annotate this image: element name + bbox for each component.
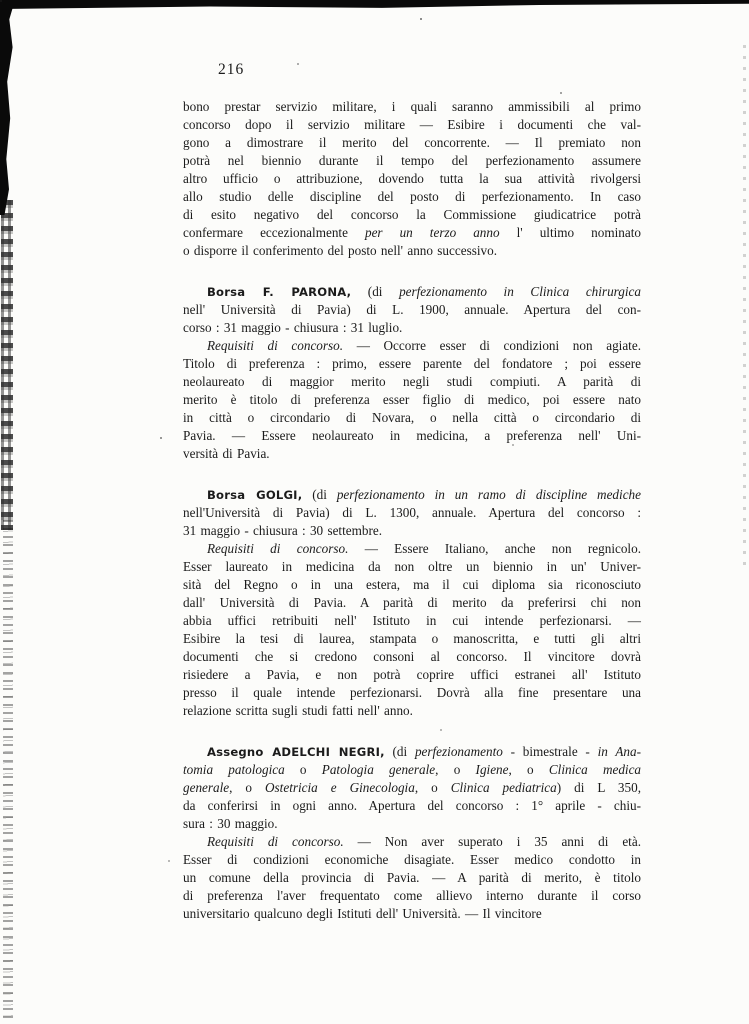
text-line [183,576,641,594]
text-run: relazione scritta sugli studi fatti nell' anno. [183,703,413,718]
binding-edge-speckles [3,520,13,1020]
text-line [183,833,641,851]
text-line [183,666,641,684]
text-run: Esibire la tesi di laurea, stampata o manoscritta, e tutti gli altri [183,631,641,646]
text-line [183,355,641,373]
italic-run: Requisiti di concorso. [207,834,344,849]
text-line [183,319,641,337]
text-line [183,337,641,355]
text-line [183,373,641,391]
text-run: - bimestrale - [502,744,598,759]
text-line [183,558,641,576]
text-line [183,224,641,242]
text-line [183,152,641,170]
text-run: (di [351,284,400,299]
text-run: presso il quale intende perfezionarsi. Dovrà alla fine presentare una [183,685,641,700]
text-run: Titolo di preferenza : primo, essere parente del fondatore ; poi essere [183,356,641,371]
text-run: altro ufficio o attribuzione, dovendo tutta la sua attività rivolgersi [183,171,641,186]
text-line [183,540,641,558]
italic-run: Requisiti di concorso. [207,338,344,353]
text-run: Esser laureato in medicina da non oltre un biennio in un' Univer- [183,559,641,574]
text-run: in città o circondario di Novara, o nella città o circondario di [183,410,641,425]
text-line [183,869,641,887]
text-line [183,887,641,905]
italic-run: Requisiti di concorso. [207,541,349,556]
text-line [183,242,641,260]
assegno-negri-paragraph [183,743,641,833]
italic-run: Patologia generale [321,762,436,777]
text-line [183,815,641,833]
text-line [183,134,641,152]
italic-run: Igiene [475,762,509,777]
negri-requisiti-paragraph [183,833,641,923]
text-run: corso : 31 maggio - chiusura : 31 luglio. [183,320,403,335]
borsa-golgi-paragraph [183,486,641,540]
italic-run: tomia patologica [183,762,285,777]
text-run: di preferenza l'aver frequentato come allievo interno durante il corso [183,888,641,903]
italic-run: perfezionamento in Clinica chirurgica [399,284,642,299]
text-run: nell'Università di Pavia) di L. 1300, annuale. Apertura del concorso : [183,505,641,520]
text-block [183,98,641,923]
italic-run: Clinica medica [548,762,642,777]
text-run: Pavia. — Essere neolaureato in medicina, a preferenza nell' Uni- [183,428,641,443]
text-run: (di [302,487,337,502]
text-line [183,779,641,797]
text-run: — Occorre esser di condizioni non agiate. [343,338,641,353]
text-line [183,98,641,116]
text-line [183,170,641,188]
text-line [183,684,641,702]
italic-run: perfezionamento in un ramo di discipline mediche [336,487,641,502]
text-run: dall' Università di Pavia. A parità di merito da preferirsi chi non [183,595,641,610]
text-run: ) di L 350, [556,780,642,795]
text-line [183,206,641,224]
text-line [183,743,641,761]
text-run: , o [508,762,549,777]
text-line [183,702,641,720]
italic-run: Clinica pediatrica [450,780,557,795]
right-edge-speckles [743,45,746,565]
text-run: l' ultimo nominato [499,225,641,240]
text-run: , o [435,762,476,777]
bold-run: Borsa GOLGI, [207,488,303,502]
text-run: di esito negativo del concorso la Commissione giudicatrice potrà [183,207,641,222]
text-run: o [284,762,322,777]
scan-speckles [0,0,2,2]
italic-run: Ostetricia e Ginecologia [265,780,415,795]
text-run: , o [229,780,266,795]
text-line [183,486,641,504]
text-line [183,761,641,779]
text-run: 31 maggio - chiusura : 30 settembre. [183,523,383,538]
bold-run: Borsa F. PARONA, [207,285,352,299]
text-run: neolaureato di maggior merito negli studi compiuti. A parità di [183,374,641,389]
binding-edge-solid [0,0,15,215]
text-run: gono a dimostrare il merito del concorrente. — Il premiato non [183,135,641,150]
text-run: concorso dopo il servizio militare — Esibire i documenti che val- [183,117,641,132]
text-line [183,522,641,540]
text-run: da conferirsi in ogni anno. Apertura del concorso : 1° aprile - chiu- [183,798,641,813]
page-top-scan-edge [0,0,749,9]
text-run: o disporre il conferimento del posto nell' anno successivo. [183,243,497,258]
text-line [183,630,641,648]
parona-requisiti-paragraph [183,337,641,463]
binding-edge-rough [1,200,13,530]
italic-run: in Ana- [597,744,642,759]
text-run: — Non aver superato i 35 anni di età. [343,834,641,849]
text-line [183,188,641,206]
borsa-parona-paragraph [183,283,641,337]
italic-run: perfezionamento [414,744,503,759]
text-line [183,116,641,134]
italic-run: per un terzo anno [364,225,500,240]
text-line [183,283,641,301]
text-line [183,445,641,463]
text-run: abbia uffici retribuiti nell' Istituto in cui intende perfezionarsi. — [183,613,641,628]
text-run: Esser di condizioni economiche disagiate. Esser medico condotto in [183,852,641,867]
bold-run: Assegno ADELCHI NEGRI, [207,745,385,759]
text-run: confermare eccezionalmente [183,225,365,240]
text-line [183,851,641,869]
text-run: — Essere Italiano, anche non regnicolo. [348,541,641,556]
text-run: sità del Regno o in una estera, ma il cui diploma sia riconosciuto [183,577,641,592]
text-run: sura : 30 maggio. [183,816,278,831]
text-line [183,648,641,666]
text-run: risiedere a Pavia, e non potrà coprire uffici estranei all' Istituto [183,667,641,682]
text-line [183,301,641,319]
text-run: versità di Pavia. [183,446,270,461]
text-run: allo studio delle discipline del posto di perfezionamento. In caso [183,189,641,204]
text-line [183,797,641,815]
text-line [183,504,641,522]
text-run: documenti che si credono consoni al concorso. Il vincitore dovrà [183,649,641,664]
text-line [183,612,641,630]
italic-run: generale [183,780,230,795]
text-line [183,594,641,612]
continuation-paragraph [183,98,641,260]
text-run: potrà nel biennio durante il tempo del perfezionamento assumere [183,153,641,168]
text-run: universitario qualcuno degli Istituti dell' Università. — Il vincitore [183,906,542,921]
text-line [183,427,641,445]
text-run: merito è titolo di preferenza esser figlio di medico, poi essere nato [183,392,641,407]
page-number: 216 [218,61,245,78]
text-line [183,905,641,923]
text-run: bono prestar servizio militare, i quali saranno ammissibili al primo [183,99,641,114]
text-line [183,409,641,427]
golgi-requisiti-paragraph [183,540,641,720]
text-line [183,391,641,409]
text-run: nell' Università di Pavia) di L. 1900, annuale. Apertura del con- [183,302,641,317]
text-run: , o [414,780,451,795]
text-run: (di [384,744,415,759]
text-run: un comune della provincia di Pavia. — A parità di merito, è titolo [183,870,641,885]
